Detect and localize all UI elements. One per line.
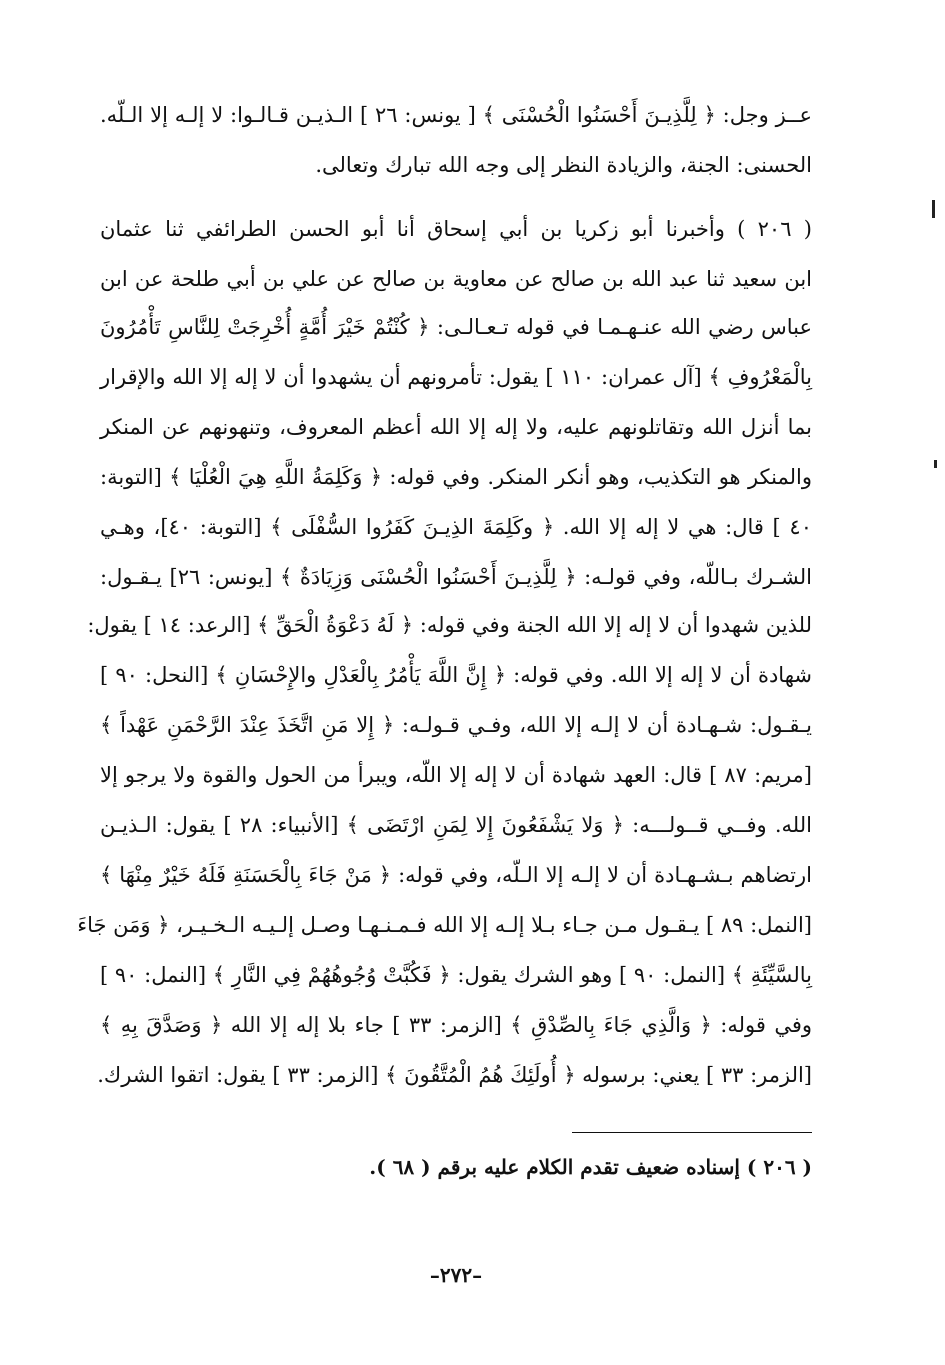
text-line: عــز وجل: ﴿ لِلَّذِيـنَ أَحْسَنُوا الْحُسْنَى ﴾ [ يونس: ٢٦ ] الـذيـن قـالـوا: لا إلـه إلا الـلّه. <box>100 103 812 127</box>
page-number: –٢٧٢– <box>429 1263 483 1287</box>
text-line: [النمل: ٨٩ ] يـقـول مـن جـاء بـلا إلـه إلا الله فـمـنـهـا وصـل إلـيـه الـخـيـر، ﴿ وَمَن جَاءَ <box>77 913 812 937</box>
text-line: بِالْمَعْرُوفِ ﴾ [آل عمران: ١١٠ ] يقول: تأمرونهم أن يشهدوا أن لا إله إلا الله والإقرار <box>100 365 812 389</box>
text-line: عباس رضي الله عنـهـمـا في قوله تـعـالـى: ﴿ كُنْتُمْ خَيْرَ أُمَّةٍ أُخْرِجَتْ لِلنَّاسِ تَأْمُرُونَ <box>100 315 812 339</box>
text-line: [مريم: ٨٧ ] قال: العهد شهادة أن لا إله إلا اللّه، ويبرأ من الحول والقوة ولا يرجو إلا <box>100 763 812 787</box>
text-line: شهادة أن لا إله إلا الله. وفي قوله: ﴿ إِنَّ اللَّهَ يَأْمُرُ بِالْعَدْلِ والإِحْسَانِ ﴾ [النحل: ٩٠ ] <box>100 663 812 687</box>
footnote: ( ٢٠٦ ) إسناده ضعيف تقدم الكلام عليه برقم ( ٦٨ ). <box>369 1155 812 1179</box>
text-line: والمنكر هو التكذيب، وهو أنكر المنكر. وفي قوله: ﴿ وَكَلِمَةُ اللَّهِ هِيَ الْعُلْيَا ﴾ [التوبة: <box>100 465 812 489</box>
text-line: ( ٢٠٦ ) وأخبرنا أبو زكريا بن أبي إسحاق أنا أبو الحسن الطرائفي ثنا عثمان <box>100 217 812 241</box>
text-line: الحسنى: الجنة، والزيادة النظر إلى وجه الله تبارك وتعالى. <box>315 153 812 177</box>
footnote-divider <box>572 1132 812 1133</box>
text-line: بِالسَّيِّئَةِ ﴾ [النمل: ٩٠ ] وهو الشرك يقول: ﴿ فَكُبَّتْ وُجُوهُهُمْ فِي النَّارِ ﴾ [النمل: ٩٠ ] <box>100 963 813 987</box>
scan-edge-mark <box>932 200 935 218</box>
text-line: الله. وفــي قــولـــه: ﴿ وَلا يَشْفَعُونَ إِلا لِمَنِ ارْتَضَى ﴾ [الأنبياء: ٢٨ ] يقول: الـذيـن <box>100 813 812 837</box>
text-line: وفي قوله: ﴿ وَالَّذِي جَاءَ بِالصِّدْقِ ﴾ [الزمر: ٣٣ ] جاء بلا إله إلا الله ﴿ وَصَدَّقَ بِهِ ﴾ <box>100 1013 812 1037</box>
text-line: الشـرك بـاللّه، وفي قولـه: ﴿ لِلَّذِيـنَ أَحْسَنُوا الْحُسْنَى وَزِيَادَةٌ ﴾ [يونس: ٢٦] يـقـول: <box>100 565 812 589</box>
text-line: [الزمر: ٣٣ ] يعني: برسوله ﴿ أُولَئِكَ هُمُ الْمُتَّقُونَ ﴾ [الزمر: ٣٣ ] يقول: اتقوا الشرك. <box>97 1063 812 1087</box>
text-line: يـقـول: شـهـادة أن لا إلـه إلا الله، وفـي قـولـه: ﴿ إِلا مَنِ اتَّخَذَ عِنْدَ الرَّحْمَنِ عَهْداً ﴾ <box>100 713 812 737</box>
book-page <box>77 80 813 1350</box>
text-line: ابن سعيد ثنا عبد الله بن صالح عن معاوية بن صالح عن علي بن أبي طلحة عن ابن <box>100 267 812 291</box>
text-line: للذين شهدوا أن لا إله إلا الله الجنة وفي قوله: ﴿ لَهُ دَعْوَةُ الْحَقِّ ﴾ [الرعد: ١٤ ] يقول: <box>87 613 812 637</box>
scan-edge-mark <box>934 460 937 468</box>
text-line: ٤٠ ] قال: هي لا إله إلا الله. ﴿ وكَلِمَةَ الذِيـنَ كَفَرُوا السُّفْلَى ﴾ [التوبة: ٤٠]، وهـي <box>100 515 812 539</box>
text-line: بما أنزل الله وتقاتلونهم عليه، ولا إله إلا الله أعظم المعروف، وتنهونهم عن المنكر <box>100 415 812 439</box>
text-line: ارتضاهم بـشـهـادة أن لا إلـه إلا الـلّه، وفي قوله: ﴿ مَنْ جَاءَ بِالْحَسَنَةِ فَلَهُ خَيْرٌ مِنْهَا ﴾ <box>100 863 812 887</box>
